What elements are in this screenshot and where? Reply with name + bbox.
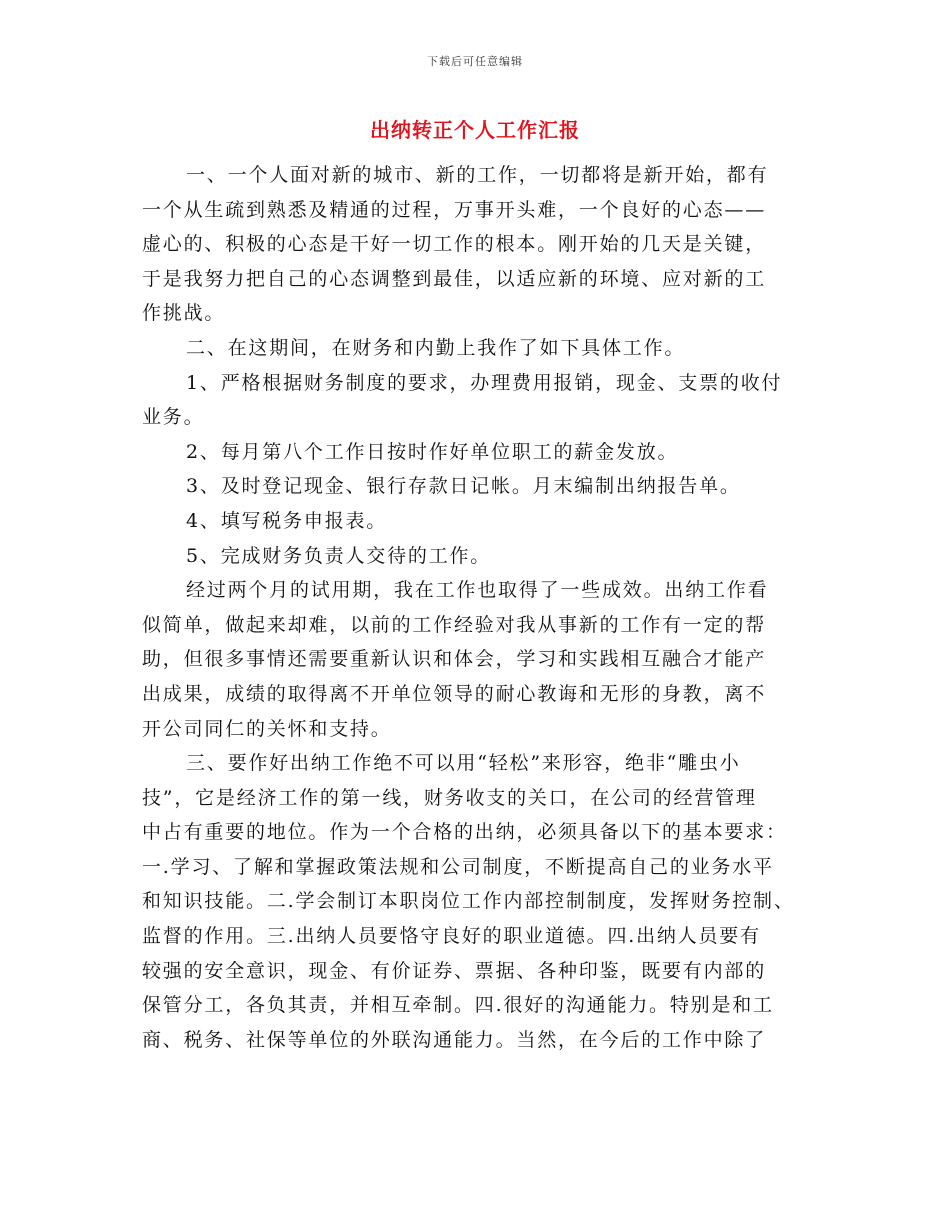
body-line: 开公司同仁的关怀和支持。 [142, 717, 392, 740]
body-line: 和知识技能。二.学会制订本职岗位工作内部控制制度，发挥财务控制、 [142, 890, 795, 913]
body-line: 助，但很多事情还需要重新认识和体会，学习和实践相互融合才能产 [142, 648, 767, 671]
body-line: 4、填写税务申报表。 [186, 509, 388, 532]
body-line: 2、每月第八个工作日按时作好单位职工的薪金发放。 [186, 440, 679, 463]
body-line: 似简单，做起来却难，以前的工作经验对我从事新的工作有一定的帮 [142, 613, 767, 636]
document-title: 出纳转正个人工作汇报 [370, 118, 580, 142]
body-line: 一、一个人面对新的城市、新的工作，一切都将是新开始，都有 [186, 164, 769, 186]
body-line: 技”，它是经济工作的第一线，财务收支的关口，在公司的经营管理 [142, 786, 757, 809]
body-line: 中占有重要的地位。作为一个合格的出纳，必须具备以下的基本要求： [142, 821, 787, 844]
body-line: 商、税务、社保等单位的外联沟通能力。当然，在今后的工作中除了 [142, 1028, 767, 1051]
document-body [142, 158, 822, 1057]
body-line: 保管分工，各负其责，并相互牵制。四.很好的沟通能力。特别是和工 [142, 994, 774, 1017]
body-line: 5、完成财务负责人交待的工作。 [186, 544, 492, 567]
body-line: 三、要作好出纳工作绝不可以用“轻松”来形容，绝非“雕虫小 [186, 752, 741, 775]
body-line: 二、在这期间，在财务和内勤上我作了如下具体工作。 [186, 336, 686, 359]
body-line: 业务。 [142, 406, 205, 429]
body-line: 经过两个月的试用期，我在工作也取得了一些成效。出纳工作看 [186, 579, 769, 602]
body-line: 一.学习、了解和掌握政策法规和公司制度，不断提高自己的业务水平 [142, 855, 774, 878]
body-line: 作挑战。 [142, 302, 226, 325]
body-line: 虚心的、积极的心态是干好一切工作的根本。刚开始的几天是关键， [142, 233, 767, 256]
body-line: 较强的安全意识，现金、有价证券、票据、各种印鉴，既要有内部的 [142, 959, 767, 982]
body-line: 于是我努力把自己的心态调整到最佳，以适应新的环境、应对新的工 [142, 267, 767, 290]
body-line: 出成果，成绩的取得离不开单位领导的耐心教诲和无形的身教，离不 [142, 682, 767, 705]
body-line: 一个从生疏到熟悉及精通的过程，万事开头难，一个良好的心态—— [142, 198, 767, 221]
body-line: 监督的作用。三.出纳人员要恪守良好的职业道德。四.出纳人员要有 [142, 925, 761, 948]
header-note: 下载后可任意编辑 [427, 55, 523, 68]
body-line: 1、严格根据财务制度的要求，办理费用报销，现金、支票的收付 [186, 371, 783, 394]
body-line: 3、及时登记现金、银行存款日记帐。月末编制出纳报告单。 [186, 475, 741, 498]
